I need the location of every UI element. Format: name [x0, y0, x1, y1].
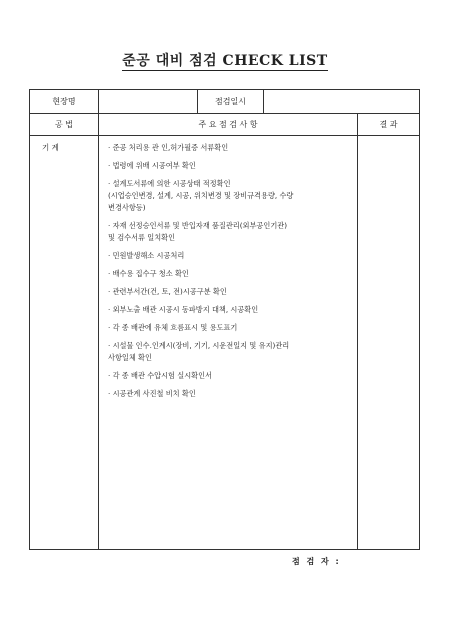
inspection-date-label: 점검일시 — [215, 97, 246, 106]
category-machinery: 기 계 — [42, 143, 59, 152]
checklist-item: · 관련부서간(건, 토, 전)시공구분 확인 — [108, 287, 227, 296]
checklist-item: · 민원발생해소 시공처리 — [108, 251, 185, 260]
page-title: 준공 대비 점검 CHECK LIST — [122, 53, 328, 69]
col-divider-category — [98, 90, 99, 549]
checklist-item: · 외부노출 배관 시공시 동파방지 대책, 시공확인 — [108, 305, 259, 314]
checklist-item: · 법령에 위배 시공여부 확인 — [108, 161, 196, 170]
checklist-item: · 설계도서류에 의한 시공상태 적정확인 (시업승인변경, 설계, 시공, 위치변경 및 장비규격용량, 수량 변경사항등) — [108, 179, 294, 212]
row-divider-header — [30, 113, 419, 114]
checklist-item: · 준공 처리용 관 인,허가필증 서류확인 — [108, 143, 229, 152]
result-column-header: 결 과 — [379, 120, 398, 129]
col-divider-date — [263, 90, 264, 113]
checklist-items — [108, 142, 358, 406]
row-divider-columns — [30, 135, 419, 136]
checklist-table — [29, 89, 420, 550]
checklist-item: · 배수용 집수구 청소 확인 — [108, 269, 189, 278]
checklist-item: · 자재 선정승인서류 및 반입자재 품질관리(외부공인기관) 및 검수서류 일치확인 — [108, 221, 288, 242]
checklist-item: · 시공관계 사진철 비치 확인 — [108, 389, 196, 398]
items-column-header: 주 요 점 검 사 항 — [198, 120, 258, 129]
inspector-label: 점 검 자 : — [292, 557, 341, 566]
checklist-item: · 시설물 인수.인계시(장비, 기기, 시운전일지 및 유지)관리 사항일체 확인 — [108, 341, 290, 362]
site-name-label: 현장명 — [52, 97, 76, 106]
category-column-header: 공 법 — [55, 120, 73, 129]
checklist-item: · 각 종 배관 수압시험 실시확인서 — [108, 371, 212, 380]
checklist-item: · 각 종 배관에 유체 흐름표시 및 용도표기 — [108, 323, 238, 332]
